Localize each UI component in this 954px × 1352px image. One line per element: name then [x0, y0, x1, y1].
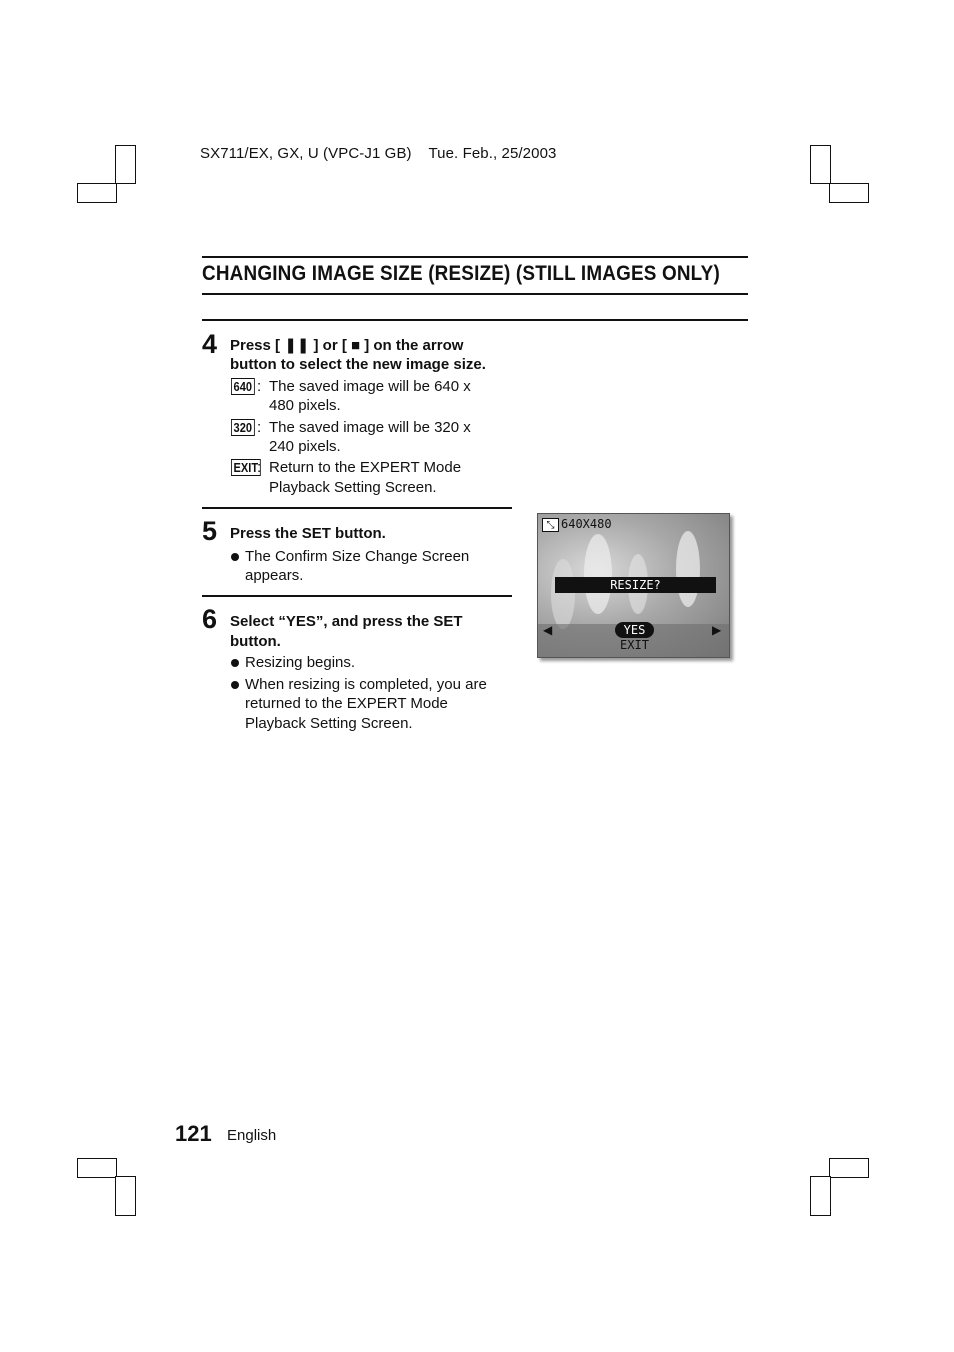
option-colon: :: [257, 378, 262, 395]
size-640-tag: 640: [231, 378, 255, 395]
document-header: SX711/EX, GX, U (VPC-J1 GB) Tue. Feb., 25/2003: [200, 145, 557, 162]
crop-mark: [829, 1158, 869, 1178]
resize-icon: ⤡: [542, 518, 559, 532]
option-colon: :: [257, 459, 262, 476]
step-number: 5: [202, 516, 218, 546]
bullet-text: When resizing is completed, you are: [245, 676, 487, 693]
crop-mark: [115, 1176, 136, 1216]
step-number: 4: [202, 329, 218, 359]
bullet: [231, 681, 239, 689]
step-divider: [202, 595, 512, 597]
option-text: Return to the EXPERT Mode: [269, 459, 462, 476]
option-text: The saved image will be 640 x: [269, 378, 471, 395]
exit-tag: EXIT: [231, 459, 261, 476]
bullet-text: Resizing begins.: [245, 654, 356, 671]
exit-option[interactable]: EXIT: [620, 638, 649, 652]
crop-mark: [115, 145, 136, 184]
step-title: Press [ ❚❚ ] or [ ■ ] on the arrow: [230, 337, 464, 354]
yes-option[interactable]: YES: [615, 622, 654, 638]
right-arrow-icon: ▶: [712, 623, 722, 637]
step-number: 6: [202, 604, 218, 634]
bullet-text: returned to the EXPERT Mode: [245, 695, 448, 712]
step-rule: [202, 319, 748, 321]
crop-mark: [810, 145, 831, 184]
option-text: The saved image will be 320 x: [269, 419, 471, 436]
size-320-tag: 320: [231, 419, 255, 436]
bullet-text: The Confirm Size Change Screen: [245, 548, 470, 565]
option-text: 240 pixels.: [269, 438, 341, 455]
step-title: button to select the new image size.: [230, 356, 486, 373]
option-text: Playback Setting Screen.: [269, 479, 437, 496]
option-text: 480 pixels.: [269, 397, 341, 414]
section-title: CHANGING IMAGE SIZE (RESIZE) (STILL IMAGES ONLY): [202, 262, 720, 285]
left-arrow-icon: ◀: [543, 623, 553, 637]
footer-language: English: [227, 1127, 277, 1144]
crop-mark: [77, 1158, 117, 1178]
option-colon: :: [257, 419, 262, 436]
step-title: button.: [230, 633, 281, 650]
step-title: Press the SET button.: [230, 525, 386, 542]
bullet-text: appears.: [245, 567, 304, 584]
bullet: [231, 659, 239, 667]
crop-mark: [77, 183, 117, 203]
camera-screen-illustration: [537, 513, 730, 658]
bullet-text: Playback Setting Screen.: [245, 715, 413, 732]
step-divider: [202, 507, 512, 509]
page-number: 121: [175, 1121, 212, 1146]
size-label: 640X480: [561, 517, 612, 531]
crop-mark: [829, 183, 869, 203]
resize-prompt: RESIZE?: [555, 577, 716, 593]
bullet: [231, 553, 239, 561]
crop-mark: [810, 1176, 831, 1216]
title-rule-top: [202, 256, 748, 258]
step-title: Select “YES”, and press the SET: [230, 613, 463, 630]
title-rule-bottom: [202, 293, 748, 295]
